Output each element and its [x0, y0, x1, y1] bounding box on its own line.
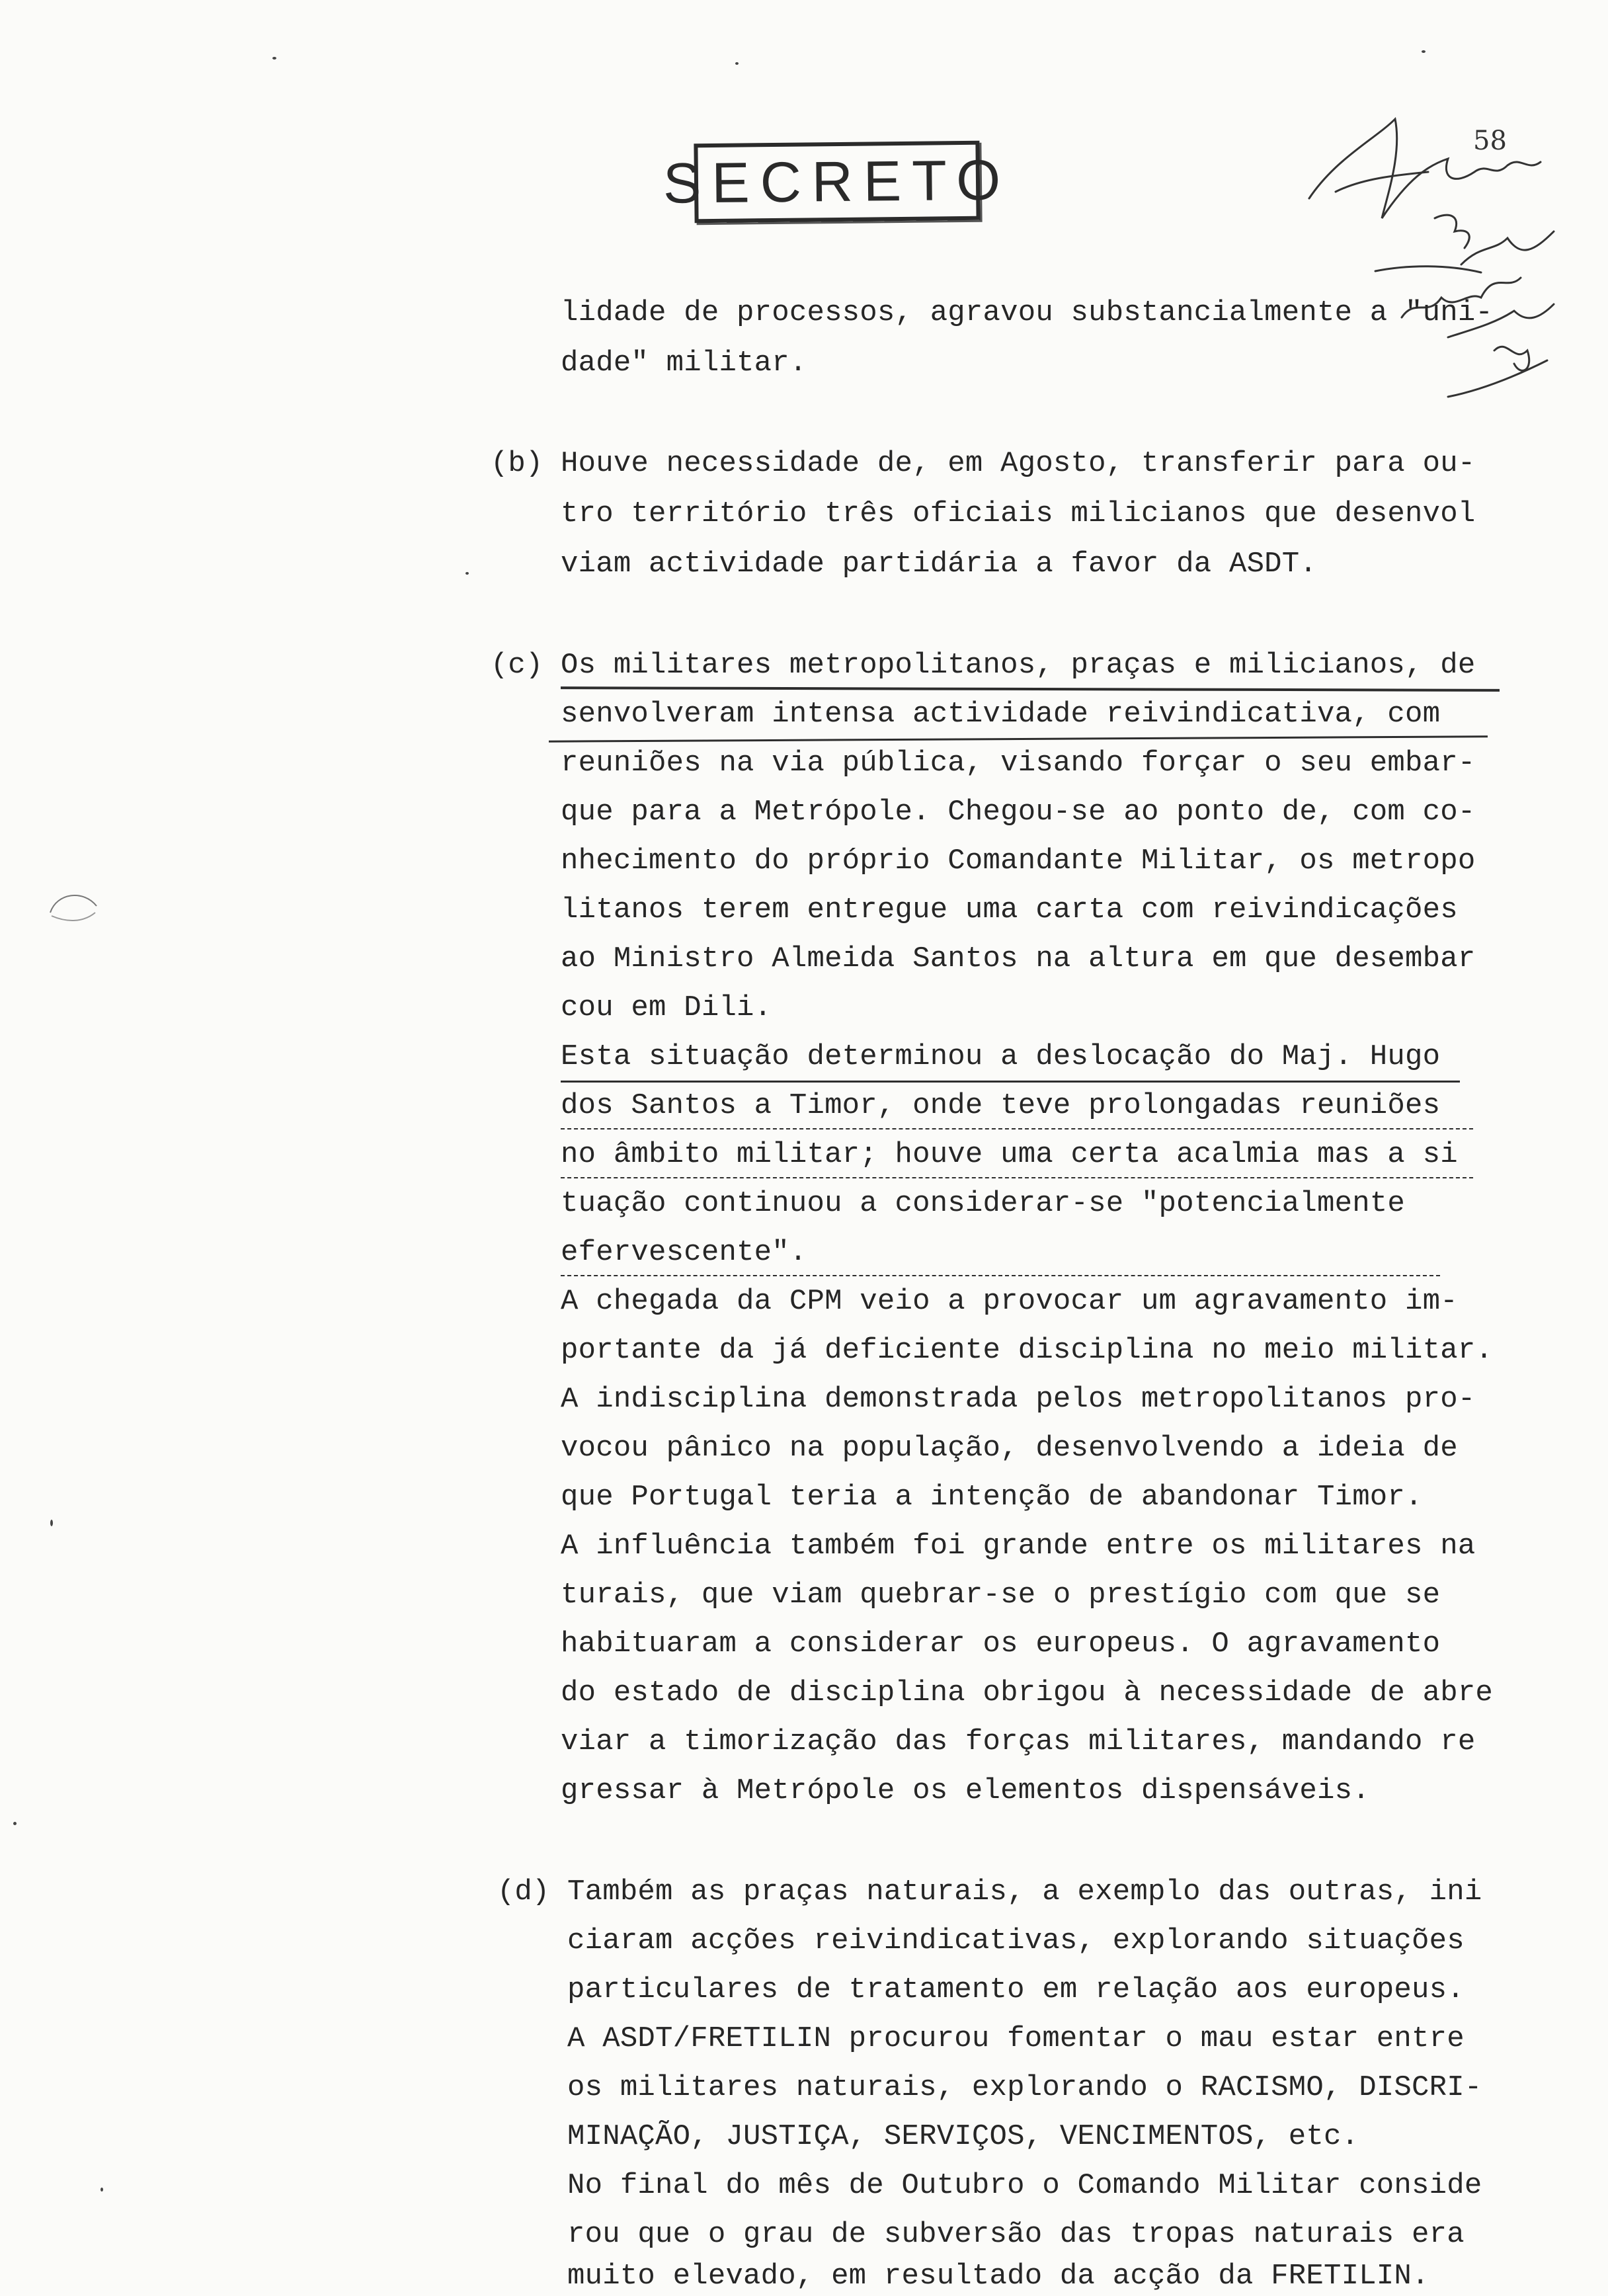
- scan-speck: [100, 2188, 103, 2192]
- paragraph-label: (c): [491, 649, 543, 682]
- text-line: viar a timorização das forças militares, mandando re: [561, 1725, 1476, 1758]
- text-line: cou em Dili.: [561, 991, 772, 1024]
- text-line: habituaram a considerar os europeus. O agravamento: [561, 1627, 1441, 1660]
- text-line: efervescente".: [561, 1236, 807, 1269]
- text-line: gressar à Metrópole os elementos dispensáveis.: [561, 1774, 1370, 1807]
- text-line: litanos terem entregue uma carta com reivindicações: [561, 893, 1458, 926]
- text-line: que para a Metrópole. Chegou-se ao ponto de, com co-: [561, 796, 1476, 829]
- text-line: senvolveram intensa actividade reivindicativa, com: [561, 698, 1441, 731]
- text-line: ciaram acções reivindicativas, explorando situações: [567, 1924, 1465, 1957]
- text-line: A influência também foi grande entre os militares na: [561, 1530, 1476, 1563]
- scan-speck: [272, 57, 276, 60]
- text-line: A chegada da CPM veio a provocar um agravamento im-: [561, 1285, 1458, 1318]
- punch-hole-mark: [44, 886, 103, 926]
- text-line: ao Ministro Almeida Santos na altura em que desembar: [561, 942, 1476, 975]
- text-line: Houve necessidade de, em Agosto, transferir para ou-: [561, 447, 1476, 480]
- scan-speck: [735, 62, 739, 65]
- text-line: muito elevado, em resultado da acção da FRETILIN.: [567, 2260, 1429, 2293]
- underline-mark: [561, 1081, 1460, 1083]
- page-number: 58: [1473, 126, 1507, 156]
- scan-speck: [1422, 50, 1426, 53]
- text-line: particulares de tratamento em relação aos europeus.: [567, 1973, 1465, 2006]
- text-line: rou que o grau de subversão das tropas naturais era: [567, 2218, 1465, 2251]
- text-line: Os militares metropolitanos, praças e milicianos, de: [561, 649, 1476, 682]
- text-line: vocou pânico na população, desenvolvendo a ideia de: [561, 1432, 1458, 1465]
- scan-speck: [465, 572, 469, 575]
- underline-mark: [561, 1128, 1473, 1129]
- scan-speck: [13, 1822, 17, 1825]
- text-line: Também as praças naturais, a exemplo das outras, ini: [567, 1875, 1482, 1908]
- text-line: dade" militar.: [561, 347, 807, 380]
- paragraph-label: (d): [497, 1875, 550, 1908]
- text-line: MINAÇÃO, JUSTIÇA, SERVIÇOS, VENCIMENTOS, etc.: [567, 2120, 1359, 2153]
- scan-speck: [50, 1520, 53, 1526]
- handwritten-signature-mark: [1296, 99, 1580, 430]
- underline-mark: [561, 686, 1500, 692]
- text-line: portante da já deficiente disciplina no meio militar.: [561, 1334, 1494, 1367]
- text-line: A indisciplina demonstrada pelos metropolitanos pro-: [561, 1383, 1476, 1416]
- text-line: nhecimento do próprio Comandante Militar, os metropo: [561, 844, 1476, 878]
- text-line: viam actividade partidária a favor da ASDT.: [561, 548, 1317, 581]
- text-line: No final do mês de Outubro o Comando Militar conside: [567, 2169, 1482, 2202]
- underline-mark: [561, 1275, 1440, 1276]
- text-line: reuniões na via pública, visando forçar o seu embar-: [561, 747, 1476, 780]
- text-line: turais, que viam quebrar-se o prestígio com que se: [561, 1578, 1441, 1612]
- text-line: Esta situação determinou a deslocação do Maj. Hugo: [561, 1040, 1441, 1073]
- text-line: do estado de disciplina obrigou à necessidade de abre: [561, 1676, 1494, 1709]
- underline-mark: [549, 735, 1488, 742]
- text-line: dos Santos a Timor, onde teve prolongadas reuniões: [561, 1089, 1441, 1122]
- paragraph-label: (b): [491, 447, 543, 480]
- text-line: que Portugal teria a intenção de abandonar Timor.: [561, 1481, 1423, 1514]
- text-line: tro território três oficiais milicianos que desenvol: [561, 497, 1476, 530]
- text-line: tuação continuou a considerar-se "potencialmente: [561, 1187, 1406, 1220]
- text-line: os militares naturais, explorando o RACISMO, DISCRI-: [567, 2071, 1482, 2104]
- underline-mark: [561, 1177, 1473, 1178]
- text-line: A ASDT/FRETILIN procurou fomentar o mau estar entre: [567, 2022, 1465, 2055]
- text-line: lidade de processos, agravou substancialmente a "uni-: [561, 296, 1494, 329]
- classification-stamp: SECRETO: [694, 141, 980, 224]
- text-line: no âmbito militar; houve uma certa acalmia mas a si: [561, 1138, 1458, 1171]
